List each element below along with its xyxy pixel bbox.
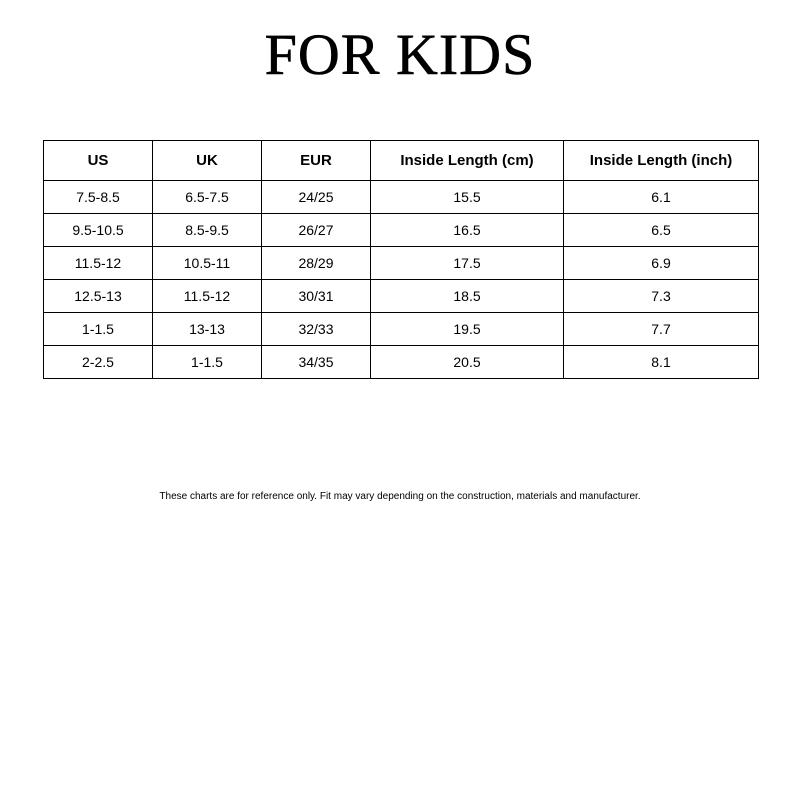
cell-eur: 26/27 <box>262 214 371 247</box>
disclaimer-text: These charts are for reference only. Fit may vary depending on the construction, materials and manufacturer. <box>159 491 641 502</box>
cell-length-inch: 6.9 <box>564 247 759 280</box>
cell-eur: 34/35 <box>262 346 371 379</box>
cell-eur: 30/31 <box>262 280 371 313</box>
cell-length-inch: 6.1 <box>564 181 759 214</box>
table-row <box>44 214 759 247</box>
cell-eur: 28/29 <box>262 247 371 280</box>
cell-length-inch: 6.5 <box>564 214 759 247</box>
table-header-row <box>44 141 759 181</box>
table-row <box>44 346 759 379</box>
cell-length-cm: 17.5 <box>371 247 564 280</box>
cell-us: 12.5-13 <box>44 280 153 313</box>
cell-length-cm: 16.5 <box>371 214 564 247</box>
cell-length-cm: 20.5 <box>371 346 564 379</box>
header-inside-length-inch: Inside Length (inch) <box>564 141 759 181</box>
cell-uk: 11.5-12 <box>153 280 262 313</box>
cell-length-cm: 18.5 <box>371 280 564 313</box>
table-row <box>44 181 759 214</box>
cell-length-inch: 8.1 <box>564 346 759 379</box>
table-row <box>44 280 759 313</box>
table-row <box>44 313 759 346</box>
cell-uk: 6.5-7.5 <box>153 181 262 214</box>
header-inside-length-cm: Inside Length (cm) <box>371 141 564 181</box>
cell-length-inch: 7.7 <box>564 313 759 346</box>
cell-uk: 8.5-9.5 <box>153 214 262 247</box>
cell-uk: 13-13 <box>153 313 262 346</box>
cell-eur: 24/25 <box>262 181 371 214</box>
cell-us: 2-2.5 <box>44 346 153 379</box>
cell-uk: 1-1.5 <box>153 346 262 379</box>
header-us: US <box>44 141 153 181</box>
cell-us: 7.5-8.5 <box>44 181 153 214</box>
cell-us: 1-1.5 <box>44 313 153 346</box>
cell-uk: 10.5-11 <box>153 247 262 280</box>
cell-eur: 32/33 <box>262 313 371 346</box>
cell-length-cm: 19.5 <box>371 313 564 346</box>
header-eur: EUR <box>262 141 371 181</box>
size-chart-table <box>43 140 759 379</box>
page-title: FOR KIDS <box>264 22 536 87</box>
cell-us: 9.5-10.5 <box>44 214 153 247</box>
cell-us: 11.5-12 <box>44 247 153 280</box>
cell-length-inch: 7.3 <box>564 280 759 313</box>
cell-length-cm: 15.5 <box>371 181 564 214</box>
header-uk: UK <box>153 141 262 181</box>
table-row <box>44 247 759 280</box>
